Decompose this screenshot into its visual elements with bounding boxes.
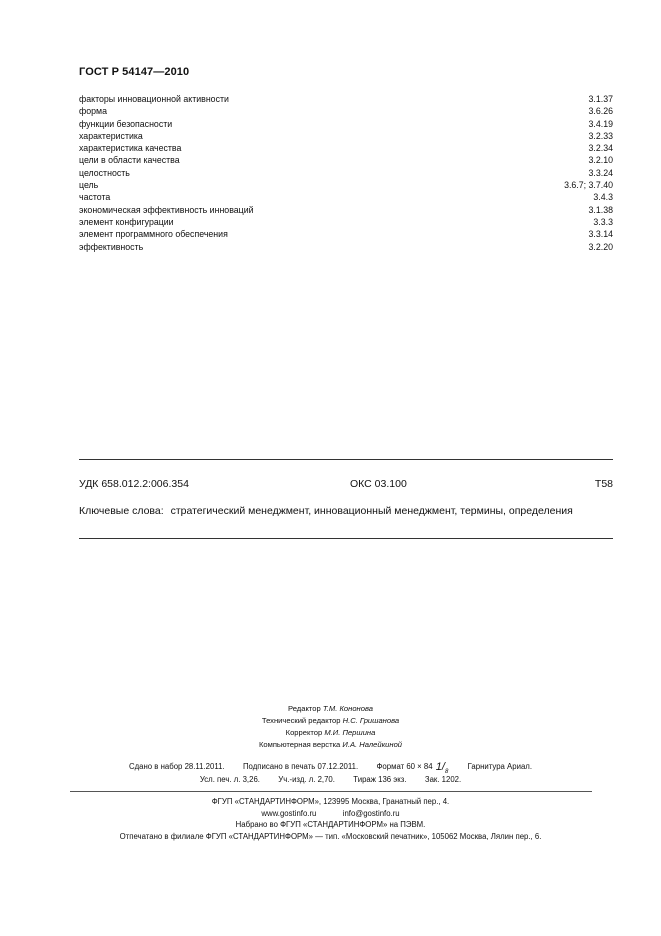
index-ref: 3.2.33 bbox=[588, 130, 613, 141]
oks-code: ОКС 03.100 bbox=[350, 478, 407, 490]
index-entry bbox=[79, 154, 613, 166]
index-entry bbox=[79, 241, 613, 253]
index-entry bbox=[79, 191, 613, 203]
format-num: 1 bbox=[435, 761, 442, 773]
typeface: Гарнитура Ариал. bbox=[467, 762, 532, 771]
keywords-text: стратегический менеджмент, инновационный менеджмент, термины, определения bbox=[170, 505, 573, 517]
index-term: эффективность bbox=[79, 241, 144, 252]
imprint-divider bbox=[70, 791, 592, 792]
format-prefix: Формат 60 × 84 bbox=[376, 762, 433, 771]
index-ref: 3.2.10 bbox=[588, 155, 613, 166]
index-term: характеристика bbox=[79, 130, 143, 141]
index-list bbox=[79, 93, 613, 253]
index-entry bbox=[79, 179, 613, 191]
index-term: факторы инновационной активности bbox=[79, 94, 229, 104]
usl-sheets: Усл. печ. л. 3,26. bbox=[199, 775, 260, 784]
editor-role: Технический редактор bbox=[261, 716, 341, 725]
editor-name: Н.С. Гришанова bbox=[342, 716, 400, 725]
index-ref: 3.4.3 bbox=[593, 192, 613, 203]
editor-name: Т.М. Кононова bbox=[322, 704, 373, 713]
order-number: Зак. 1202. bbox=[424, 775, 462, 784]
editor-role: Компьютерная верстка bbox=[258, 740, 341, 749]
divider-top bbox=[79, 459, 613, 460]
index-entry bbox=[79, 105, 613, 117]
editor-line bbox=[0, 727, 661, 739]
index-ref: 3.3.14 bbox=[588, 229, 613, 240]
uch-sheets: Уч.-изд. л. 2,70. bbox=[278, 775, 335, 784]
index-entry bbox=[79, 228, 613, 240]
editor-role: Корректор bbox=[285, 728, 323, 737]
divider-bottom bbox=[79, 538, 613, 539]
index-ref: 3.1.38 bbox=[588, 204, 613, 215]
publisher-typeset: Набрано во ФГУП «СТАНДАРТИНФОРМ» на ПЭВМ. bbox=[235, 820, 426, 829]
index-entry bbox=[79, 167, 613, 179]
index-ref: 3.2.20 bbox=[588, 241, 613, 252]
index-ref: 3.6.26 bbox=[588, 106, 613, 117]
t-code: Т58 bbox=[594, 478, 613, 490]
index-entry bbox=[79, 118, 613, 130]
index-term: характеристика качества bbox=[79, 143, 182, 154]
keywords-label: Ключевые слова: bbox=[79, 505, 164, 517]
editor-line bbox=[0, 739, 661, 751]
editor-role: Редактор bbox=[288, 704, 321, 713]
publisher-email[interactable]: info@gostinfo.ru bbox=[342, 808, 400, 818]
format-fraction: $1/_8$ bbox=[435, 761, 449, 775]
classification-row bbox=[79, 478, 613, 492]
editor-name: И.А. Налейкиной bbox=[342, 740, 403, 749]
index-term: целостность bbox=[79, 167, 130, 178]
index-term: элемент конфигурации bbox=[79, 216, 174, 227]
index-term: экономическая эффективность инноваций bbox=[79, 204, 254, 215]
index-entry bbox=[79, 216, 613, 228]
editor-line bbox=[0, 703, 661, 715]
index-entry bbox=[79, 130, 613, 142]
print-line-2 bbox=[0, 775, 661, 784]
format-den: 8 bbox=[444, 769, 449, 775]
index-ref: 3.2.34 bbox=[588, 143, 613, 154]
print-line-1 bbox=[0, 760, 661, 775]
index-ref: 3.1.37 bbox=[588, 94, 613, 104]
index-ref: 3.3.3 bbox=[593, 216, 613, 227]
index-term: элемент программного обеспечения bbox=[79, 229, 228, 240]
index-entry bbox=[79, 204, 613, 216]
submitted-date: Сдано в набор 28.11.2011. bbox=[128, 762, 225, 771]
index-ref: 3.4.19 bbox=[588, 118, 613, 129]
index-ref: 3.6.7; 3.7.40 bbox=[564, 180, 613, 191]
udk-code: УДК 658.012.2:006.354 bbox=[79, 478, 189, 490]
publisher-website[interactable]: www.gostinfo.ru bbox=[261, 808, 317, 818]
editors-block bbox=[0, 703, 661, 751]
editor-name: М.И. Першина bbox=[324, 728, 376, 737]
publisher-block bbox=[0, 796, 661, 842]
publisher-printed: Отпечатано в филиале ФГУП «СТАНДАРТИНФОРМ» — тип. «Московский печатник», 105062 Москва, Лялин пер., 6. bbox=[119, 831, 542, 841]
index-term: форма bbox=[79, 106, 107, 117]
index-entry bbox=[79, 142, 613, 154]
index-term: функции безопасности bbox=[79, 118, 173, 129]
index-ref: 3.3.24 bbox=[588, 167, 613, 178]
index-term: цели в области качества bbox=[79, 155, 180, 166]
publisher-contacts bbox=[0, 808, 661, 820]
index-term: цель bbox=[79, 180, 99, 191]
publisher-address: ФГУП «СТАНДАРТИНФОРМ», 123995 Москва, Гранатный пер., 4. bbox=[211, 797, 450, 806]
editor-line bbox=[0, 715, 661, 727]
tirazh: Тираж 136 экз. bbox=[353, 775, 407, 784]
keywords bbox=[79, 505, 613, 517]
index-entry bbox=[79, 93, 613, 105]
page-header: ГОСТ Р 54147—2010 bbox=[79, 66, 190, 78]
signed-date: Подписано в печать 07.12.2011. bbox=[242, 762, 359, 771]
index-term: частота bbox=[79, 192, 111, 203]
